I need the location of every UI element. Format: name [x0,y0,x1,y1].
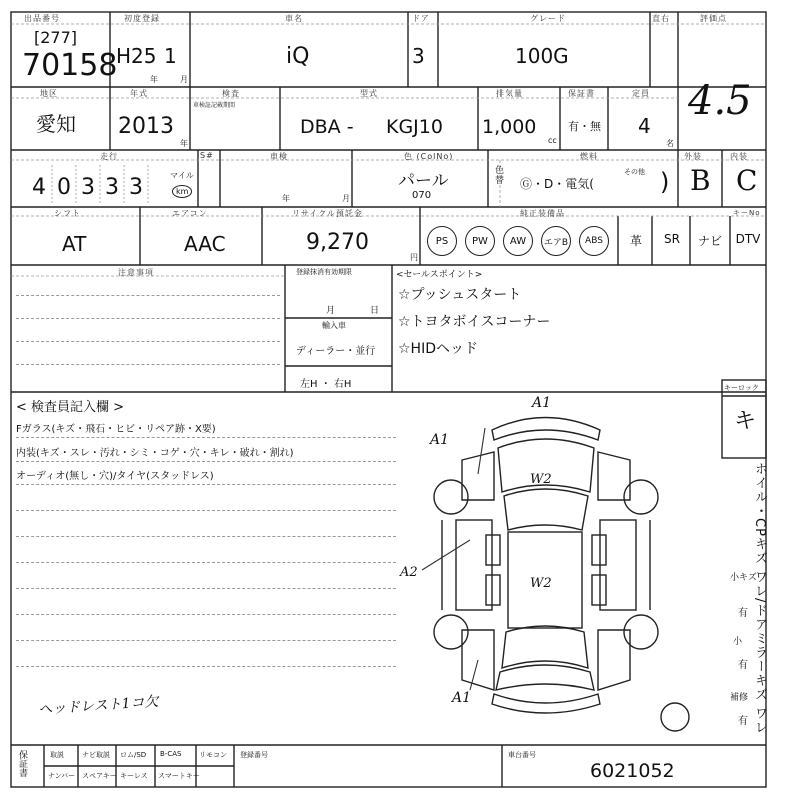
shaken-month: 月 [342,194,350,203]
equip-abs: ABS [579,226,609,256]
footer-manual: 取説 [50,751,64,759]
first-reg-year-suffix: 年 [150,75,158,84]
mileage-digit-1: 4 [32,175,46,200]
grade-value: 100G [515,44,569,68]
interior-grade: C [736,164,758,197]
car-name: iQ [286,44,310,69]
side-note-item-5: 補修 [730,693,749,703]
inspector-title: < 検査員記入欄 > [16,400,125,415]
shift-value: AT [62,232,87,256]
aircon-value: AAC [184,232,226,256]
shift-label: シフト [54,209,81,218]
inspect-note: 車検証記載期間 [193,102,236,109]
first-reg-era: H25 [116,44,157,68]
model-label: 型式 [360,89,378,98]
capacity-value: 4 [638,114,651,138]
import-label: 輸入車 [322,321,346,330]
handwritten-note: ヘッドレスト1コ欠 [37,693,159,719]
mark-rear-glass: W2 [530,576,552,591]
capacity-unit: 名 [666,139,674,148]
color-change-label: 色替 [493,165,503,185]
first-reg-label: 初度登録 [124,14,160,23]
inspector-line-interior: 内装(キズ・スレ・汚れ・シミ・コゲ・穴・キレ・破れ・割れ) [16,448,294,459]
fuel-value: Ⓖ・D・電気( [520,177,594,191]
color-code: 070 [412,190,432,201]
model-year-value: 2013 [118,114,174,139]
caution-label: 注意事項 [118,268,154,277]
side-note-item-1: 小キズ [730,573,757,583]
import-value: ディーラー・並行 [296,346,376,357]
footer-smart-key: スマートキー [158,772,200,780]
footer-spare-key: スペアキー [82,772,117,780]
fuel-close: ) [660,168,670,196]
footer-reg-number-label: 登録番号 [240,751,268,759]
color-name: パール [398,171,449,191]
doors-value: 3 [412,44,425,68]
capacity-label: 定員 [632,89,650,98]
side-note-item-2: 有 [738,608,748,619]
warranty-value: 有・無 [568,120,601,133]
fuel-label: 燃料 [580,152,598,161]
first-reg-month-suffix: 月 [180,75,188,84]
displacement-unit: cc [548,136,557,145]
footer-keyless: キーレス [120,772,148,780]
recycle-value: 9,270 [306,230,369,255]
equip-pw: PW [465,226,495,256]
sales-point-1: ☆プッシュスタート [398,287,522,303]
mileage-digit-2: 0 [57,175,71,200]
key-no-label: キーNo [733,209,761,217]
side-note-item-6: 有 [738,716,748,727]
warranty-label: 保証書 [568,89,595,98]
interior-label: 内装 [730,152,748,161]
equip-sr: SR [664,232,680,246]
mark-left-rear: A1 [452,690,472,706]
displacement-label: 排気量 [496,89,523,98]
side-note-item-3: 小 [733,637,743,647]
sales-label: <セールスポイント> [396,270,483,280]
mileage-label: 走行 [100,152,118,161]
s-mark-label: S# [200,151,214,160]
footer-rom-sd: ロム/SD [120,751,147,759]
mark-left-side: A2 [400,565,418,580]
recycle-label: リサイクル預託金 [292,209,363,218]
equip-leather: 革 [629,234,642,248]
side-note-main: ホイル・CPキズ ワレ/ドアミラーキズ ワレ [752,462,767,735]
displacement-value: 1,000 [482,116,537,138]
inspector-line-glass: Fガラス(キズ・飛石・ヒビ・リペア跡・X要) [16,424,216,435]
color-label: 色 (ColNo) [404,152,454,161]
equip-airbag: エアB [541,226,571,256]
reg-expiry-label: 登録抹消有効期限 [296,268,352,276]
grade-label: グレード [530,14,566,23]
model-year-suffix: 年 [180,139,188,148]
lot-code: [277] [34,28,78,47]
mileage-digit-5: 3 [129,175,143,200]
handle-position: 左H ・ 右H [300,379,352,390]
footer-chassis-label: 車台番号 [508,751,536,759]
footer-bcas: B-CAS [160,750,182,758]
equip-dtv: DTV [735,232,761,246]
mark-front: A1 [532,395,552,411]
car-name-label: 車名 [285,14,303,23]
equip-ps: PS [427,226,457,256]
footer-number-plate: ナンバー [48,772,76,780]
recycle-unit: 円 [410,253,418,262]
mark-left-front: A1 [430,432,450,448]
model-prefix: DBA - [300,116,354,138]
equipment-label: 純正装備品 [520,209,565,218]
reg-day: 日 [370,306,380,316]
doors-label: ドア [412,14,430,23]
score-value: 4.5 [688,78,752,124]
mileage-digit-4: 3 [105,175,119,200]
chassis-number: 6021052 [590,760,675,782]
area-label: 地区 [40,89,58,98]
footer-warranty: 保証書 [17,750,27,777]
area-value: 愛知 [36,112,76,136]
keylock-value: キ [734,409,757,434]
side-note-item-4: 有 [738,660,748,671]
inspector-line-audio: オーディオ(無し・穴)/タイヤ(スタッドレス) [16,471,214,482]
exterior-grade: B [690,164,711,197]
mileage-digit-3: 3 [81,175,95,200]
lot-number: 70158 [22,48,118,83]
aircon-label: エアコン [172,209,208,218]
first-reg-month: 1 [164,44,177,68]
unit-pos-label: 直右 [652,14,670,23]
lot-label: 出品番号 [24,14,60,23]
sales-point-2: ☆トヨタボイスコーナー [398,314,551,330]
mileage-unit-km: km [172,185,192,198]
sales-point-3: ☆HIDヘッド [398,341,478,357]
exterior-label: 外装 [684,152,702,161]
score-label: 評価点 [700,14,727,23]
footer-navi-manual: ナビ取説 [82,751,110,759]
reg-month: 月 [326,306,336,316]
equip-navi: ナビ [697,234,722,248]
mileage-unit-mile: マイル [170,171,194,180]
equip-aw: AW [503,226,533,256]
footer-remote: リモコン [199,751,227,759]
mark-windshield: W2 [530,472,552,487]
shaken-year: 年 [282,194,290,203]
shaken-label: 車検 [270,152,288,161]
model-code: KGJ10 [386,116,443,138]
inspect-label: 検査 [222,89,240,98]
fuel-other: その他 [624,168,645,176]
model-year-label: 年式 [130,89,148,98]
keylock-label: キーロック [724,384,759,392]
